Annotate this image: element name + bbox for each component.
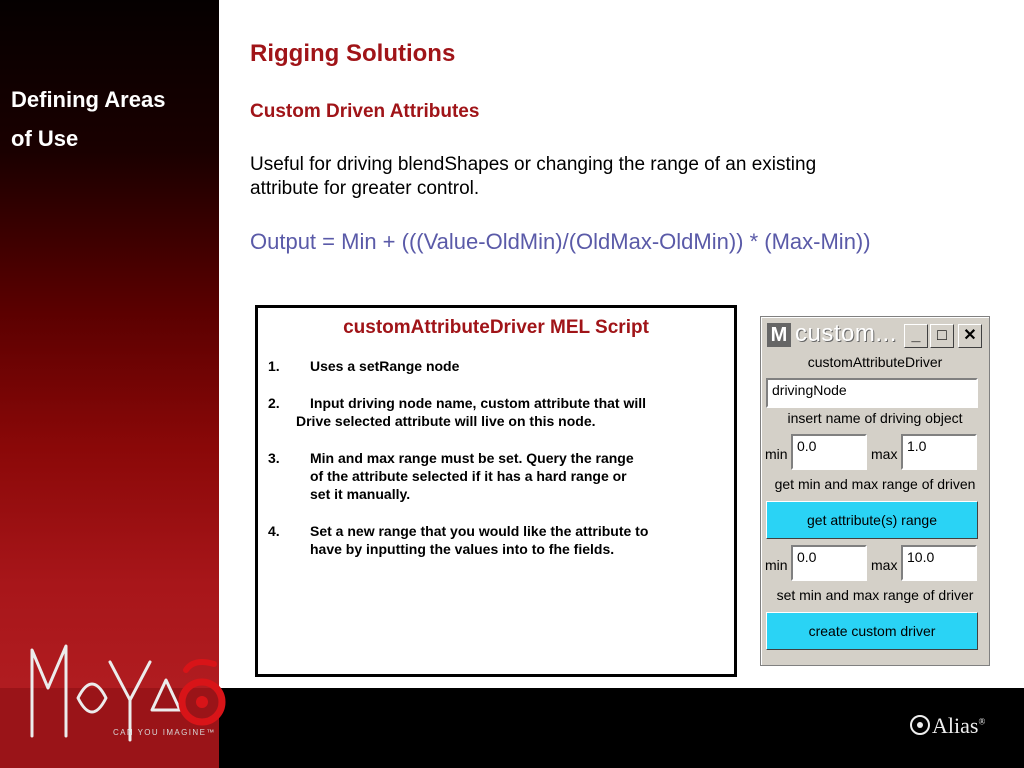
mel-item-number: 1. bbox=[268, 358, 280, 374]
description-line2: attribute for greater control. bbox=[250, 178, 480, 199]
mel-item-text: Input driving node name, custom attribute that will bbox=[310, 395, 647, 411]
mel-item-number: 3. bbox=[268, 450, 280, 466]
mel-script-box bbox=[255, 305, 737, 677]
window-title: custom... bbox=[795, 320, 897, 347]
sidebar bbox=[0, 0, 219, 688]
description-line1: Useful for driving blendShapes or changing the range of an existing bbox=[250, 154, 817, 175]
alias-logo: Alias® bbox=[910, 713, 985, 739]
min-range-input[interactable]: 0.0 bbox=[791, 434, 867, 470]
create-custom-driver-button[interactable]: create custom driver bbox=[766, 612, 978, 650]
window-titlebar[interactable] bbox=[764, 320, 986, 352]
formula: Output = Min + (((Value-OldMin)/(OldMax-OldMin)) * (Max-Min)) bbox=[250, 229, 871, 254]
range-hint-driver: set min and max range of driver bbox=[776, 587, 974, 603]
range-hint-driven: get min and max range of driven bbox=[774, 476, 976, 492]
sidebar-title bbox=[11, 80, 211, 158]
minimize-icon[interactable]: _ bbox=[904, 324, 928, 348]
maximize-icon[interactable]: □ bbox=[930, 324, 954, 348]
min-label: min bbox=[765, 557, 788, 573]
alias-mark-icon bbox=[910, 715, 930, 735]
mel-item-number: 4. bbox=[268, 523, 280, 539]
max-label: max bbox=[871, 557, 898, 573]
page-title: Rigging Solutions bbox=[250, 40, 456, 67]
window-header-label: customAttributeDriver bbox=[807, 354, 943, 370]
mel-item-text: Drive selected attribute will live on this node. bbox=[296, 413, 596, 429]
sidebar-title-line1: Defining Areas bbox=[11, 87, 166, 112]
sidebar-title-line2: of Use bbox=[11, 126, 79, 151]
driving-node-input[interactable]: drivingNode bbox=[766, 378, 978, 408]
mel-item-text: Uses a setRange node bbox=[310, 358, 460, 374]
max-label: max bbox=[871, 446, 898, 462]
alias-text: Alias bbox=[932, 713, 979, 738]
mel-box-title: customAttributeDriver MEL Script bbox=[343, 317, 649, 338]
mel-item-text: Set a new range that you would like the attribute to bbox=[310, 523, 649, 539]
mel-item-text: have by inputting the values into to fhe fields. bbox=[310, 541, 615, 557]
close-icon[interactable]: ✕ bbox=[958, 324, 982, 348]
min-label: min bbox=[765, 446, 788, 462]
driver-max-input[interactable]: 10.0 bbox=[901, 545, 977, 581]
custom-driver-window bbox=[760, 316, 990, 666]
driving-hint-label: insert name of driving object bbox=[787, 410, 963, 426]
mel-item-text: set it manually. bbox=[310, 486, 411, 502]
maya-app-icon[interactable]: M bbox=[767, 323, 791, 347]
page-subtitle: Custom Driven Attributes bbox=[250, 101, 480, 122]
description bbox=[250, 153, 970, 201]
logo-tagline: CAN YOU IMAGINE™ bbox=[113, 728, 216, 737]
driver-min-input[interactable]: 0.0 bbox=[791, 545, 867, 581]
mel-item-text: of the attribute selected if it has a hard range or bbox=[310, 468, 627, 484]
mel-item-number: 2. bbox=[268, 395, 280, 411]
get-attribute-range-button[interactable]: get attribute(s) range bbox=[766, 501, 978, 539]
mel-item-text: Min and max range must be set. Query the range bbox=[310, 450, 634, 466]
max-range-input[interactable]: 1.0 bbox=[901, 434, 977, 470]
